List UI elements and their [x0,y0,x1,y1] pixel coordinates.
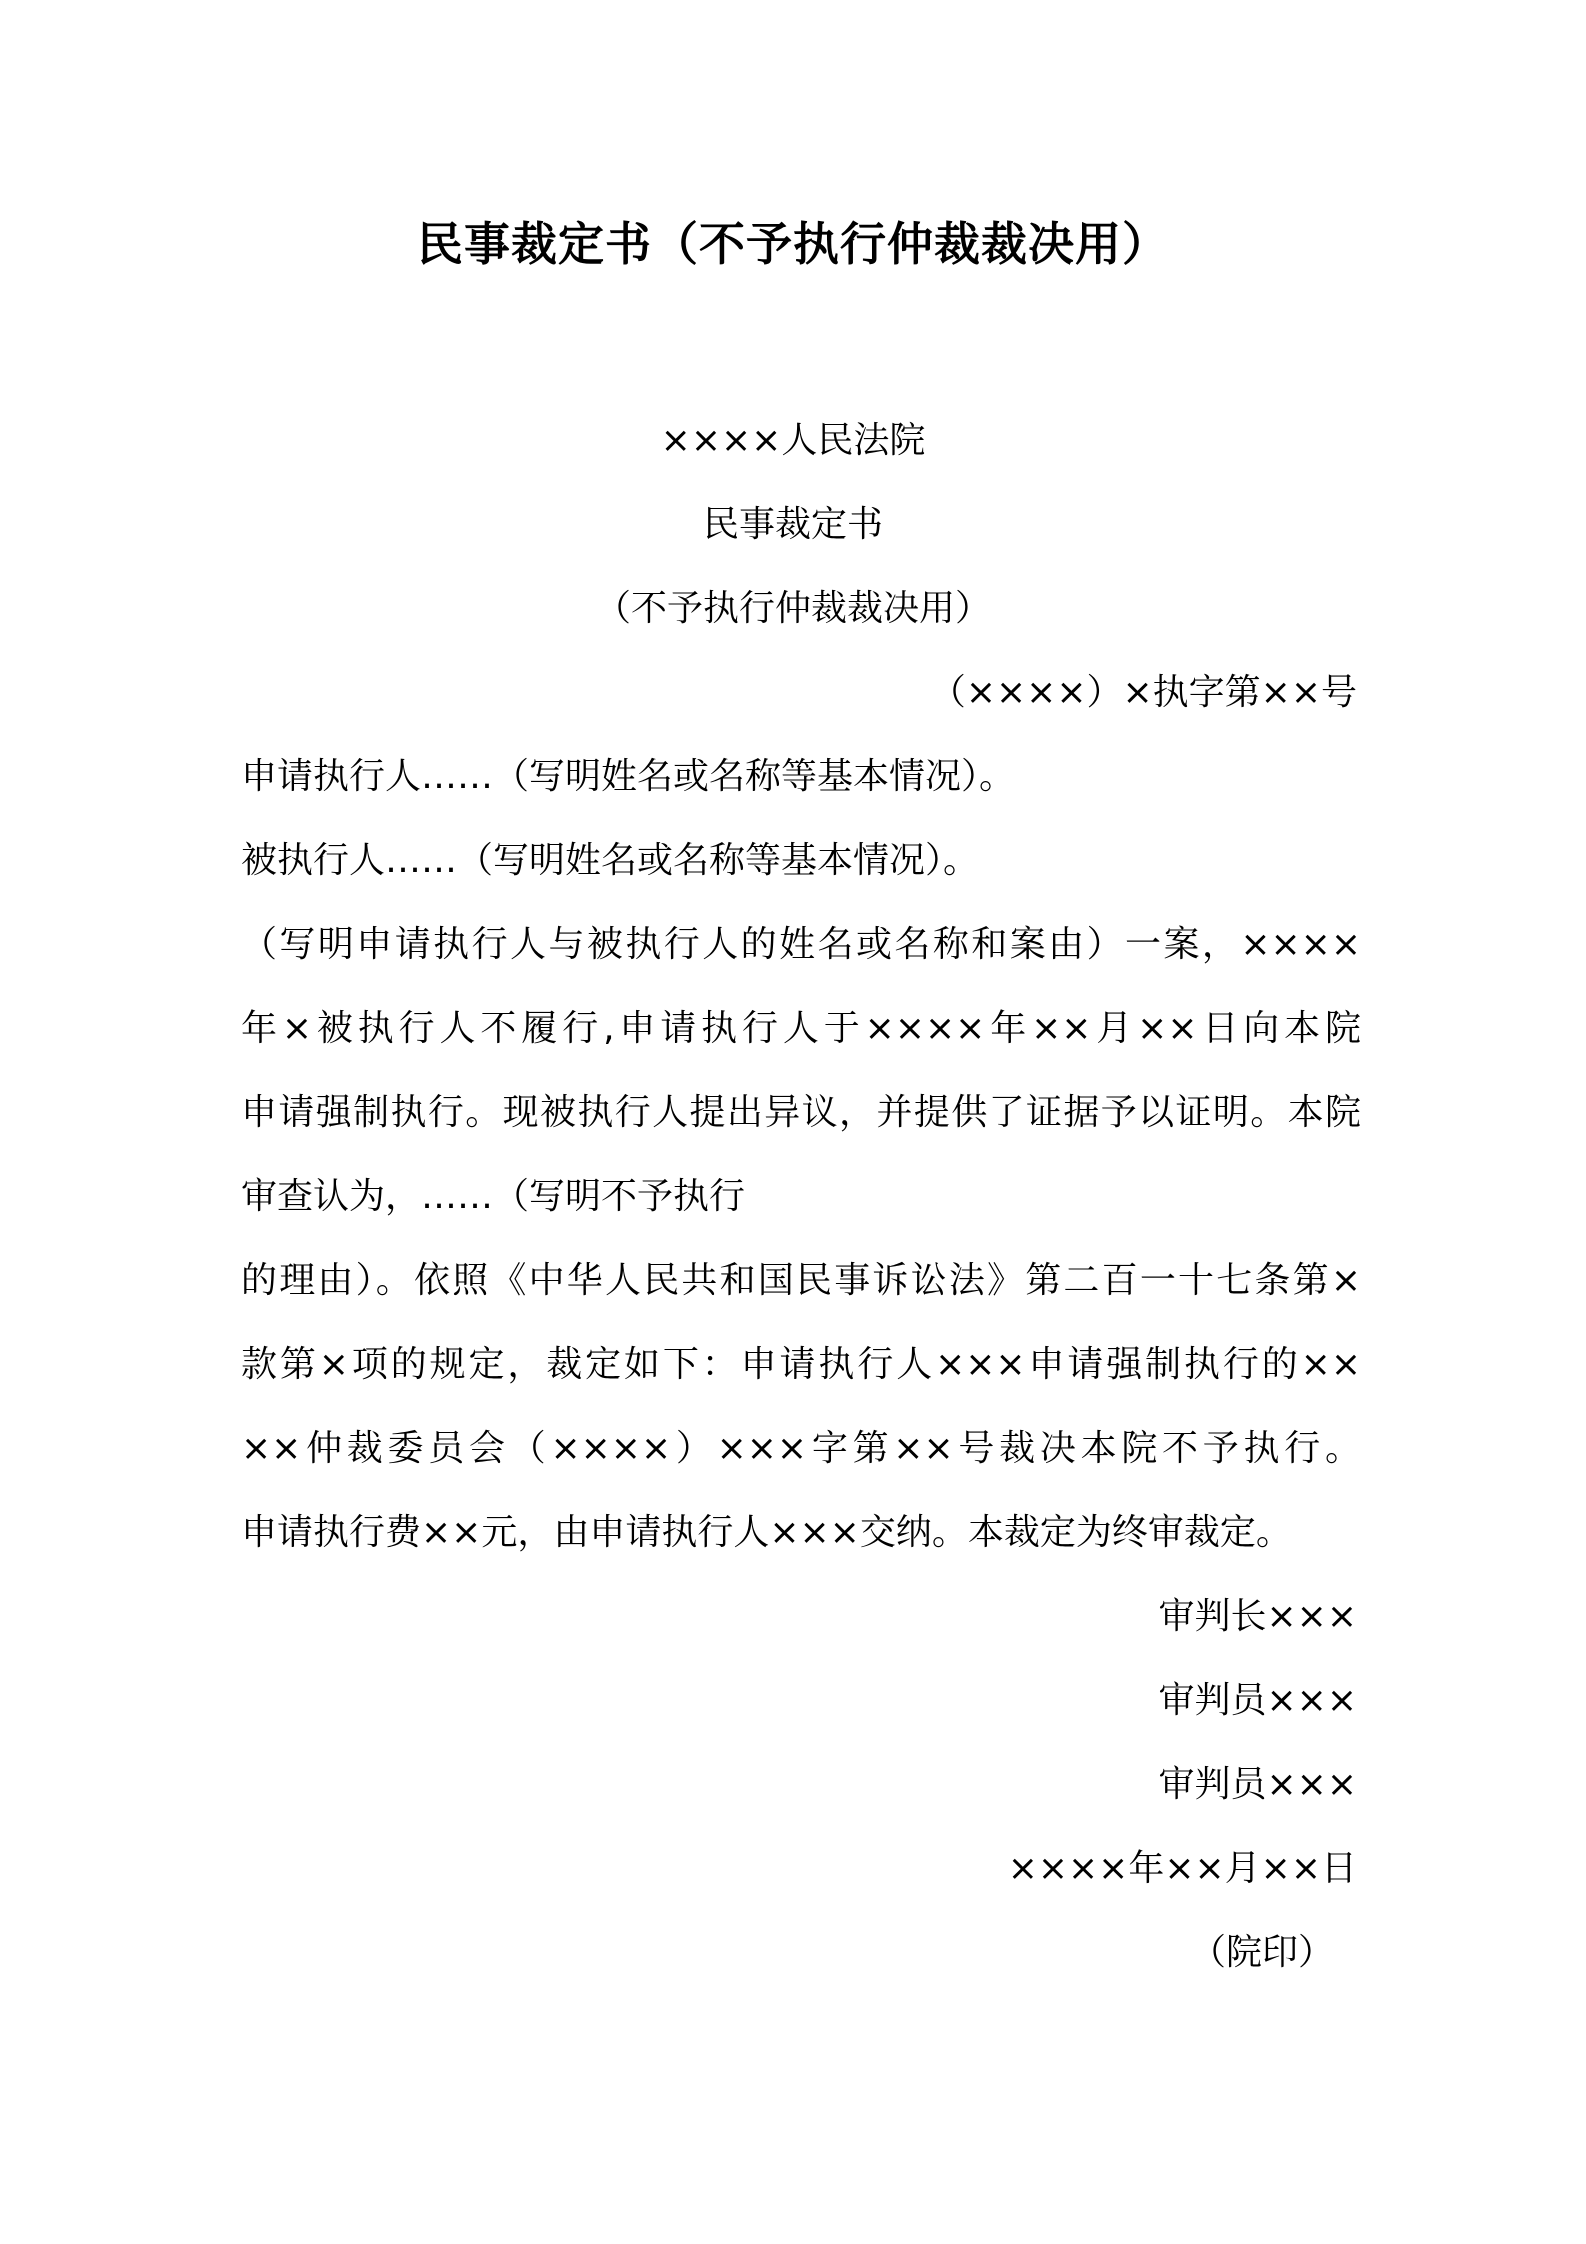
judge-signature: 审判员××× [1158,1680,1357,1721]
page-title: 民事裁定书（不予执行仲裁裁决用） [417,217,1169,271]
applicant-line: 申请执行人……（写明姓名或名称等基本情况）。 [241,756,1016,797]
body-line: 审查认为，……（写明不予执行 [241,1176,746,1217]
body-line: （写明申请执行人与被执行人的姓名或名称和案由）一案，×××× [241,924,1361,965]
body-line: 年×被执行人不履行,申请执行人于××××年××月××日向本院 [241,1008,1361,1049]
judge-signature: 审判员××× [1158,1764,1357,1805]
court-name: ××××人民法院 [660,420,926,461]
respondent-line: 被执行人……（写明姓名或名称等基本情况）。 [241,840,980,881]
body-line: 申请执行费××元，由申请执行人×××交纳。本裁定为终审裁定。 [241,1512,1292,1553]
signature-date: ××××年××月××日 [1007,1848,1357,1889]
document-type: 民事裁定书 [702,504,883,545]
document-subtype: （不予执行仲裁裁决用） [594,588,991,629]
case-number: （××××）×执字第××号 [929,672,1357,713]
body-line: 申请强制执行。现被执行人提出异议，并提供了证据予以证明。本院 [241,1092,1361,1133]
body-line: ××仲裁委员会（××××）×××字第××号裁决本院不予执行。 [241,1428,1361,1469]
chief-judge-signature: 审判长××× [1158,1596,1357,1637]
body-line: 款第×项的规定，裁定如下：申请执行人×××申请强制执行的×× [241,1344,1361,1385]
court-seal-label: （院印） [1189,1932,1334,1973]
body-line: 的理由）。依照《中华人民共和国民事诉讼法》第二百一十七条第× [241,1260,1361,1301]
